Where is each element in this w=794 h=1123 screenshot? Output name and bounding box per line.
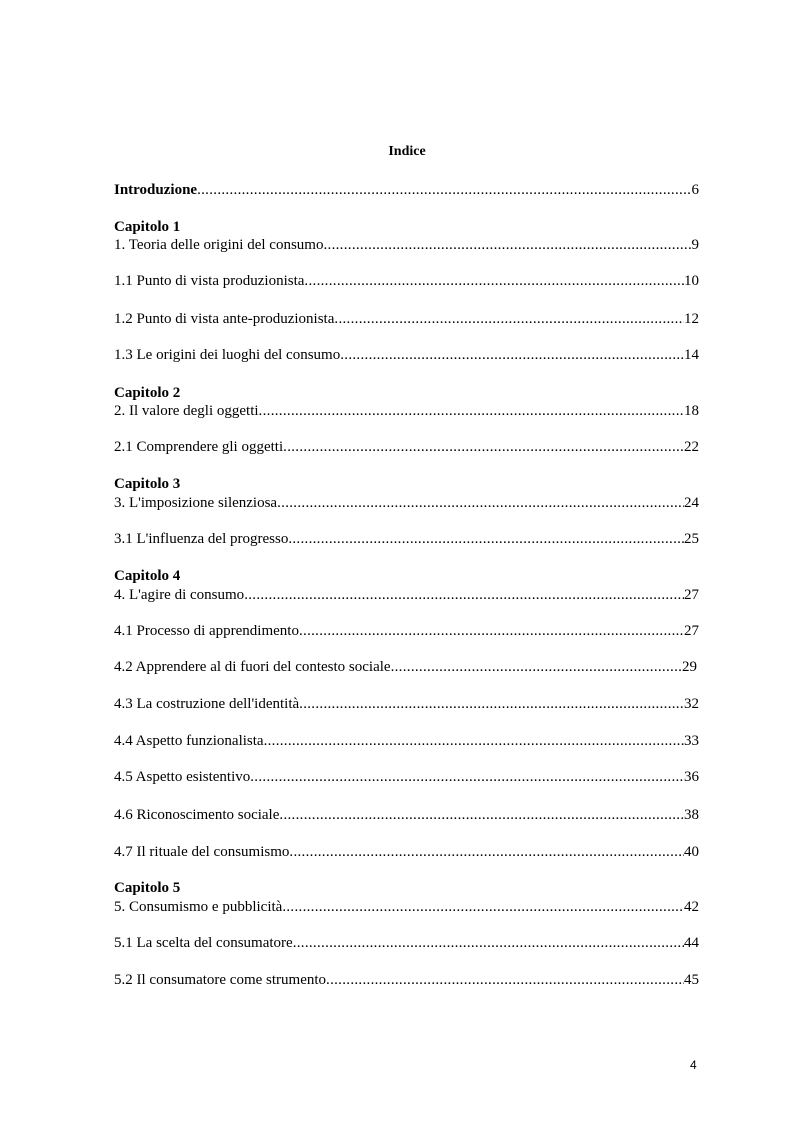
toc-entry xyxy=(114,934,699,953)
toc-entry-label: 5.1 La scelta del consumatore xyxy=(114,935,293,951)
toc-entry-page: 33 xyxy=(684,733,699,749)
chapter-heading: Capitolo 5 xyxy=(114,880,181,896)
toc-entry xyxy=(114,843,699,862)
toc-entry-page: 6 xyxy=(691,182,699,198)
toc-entry-label: 4.3 La costruzione dell'identità xyxy=(114,696,300,712)
toc-entry-page: 25 xyxy=(684,531,699,547)
dot-leader xyxy=(259,402,684,421)
toc-entry-page: 9 xyxy=(691,237,699,253)
page-number: 4 xyxy=(690,1058,697,1072)
dot-leader xyxy=(334,310,684,329)
toc-entry xyxy=(114,310,699,329)
toc-entry-page: 14 xyxy=(684,347,699,363)
toc-entry-page: 10 xyxy=(684,273,699,289)
toc-entry xyxy=(114,898,699,917)
toc-entry-label: 1.1 Punto di vista produzionista xyxy=(114,273,305,289)
toc-entry xyxy=(114,530,699,549)
chapter-heading: Capitolo 2 xyxy=(114,385,181,401)
toc-entry-label: Introduzione xyxy=(114,182,198,198)
toc-entry-label: 3.1 L'influenza del progresso xyxy=(114,531,289,547)
dot-leader xyxy=(391,658,682,677)
dot-leader xyxy=(326,971,684,990)
toc-entry-page: 29 xyxy=(682,659,697,675)
dot-leader xyxy=(340,346,684,365)
toc-entry-label: 3. L'imposizione silenziosa xyxy=(114,495,278,511)
toc-entry xyxy=(114,622,699,641)
toc-entry-page: 40 xyxy=(684,844,699,860)
toc-entry xyxy=(114,438,699,457)
toc-entry xyxy=(114,586,699,605)
toc-entry-page: 27 xyxy=(684,623,699,639)
toc-entry-label: 5.2 Il consumatore come strumento xyxy=(114,972,327,988)
toc-entry-page: 38 xyxy=(684,807,699,823)
dot-leader xyxy=(288,530,684,549)
dot-leader xyxy=(250,768,684,787)
toc-entry-introduction xyxy=(114,181,699,200)
toc-entry-label: 5. Consumismo e pubblicità xyxy=(114,899,283,915)
dot-leader xyxy=(197,181,691,200)
toc-entry-label: 4.1 Processo di apprendimento xyxy=(114,623,299,639)
toc-entry-page: 32 xyxy=(684,696,699,712)
toc-entry xyxy=(114,806,699,825)
toc-entry-page: 42 xyxy=(684,899,699,915)
toc-entry-page: 45 xyxy=(684,972,699,988)
toc-entry-label: 1. Teoria delle origini del consumo xyxy=(114,237,324,253)
toc-entry xyxy=(114,236,699,255)
toc-entry-label: 4. L'agire di consumo xyxy=(114,587,245,603)
toc-entry-page: 24 xyxy=(684,495,699,511)
toc-entry-page: 27 xyxy=(684,587,699,603)
dot-leader xyxy=(264,732,684,751)
dot-leader xyxy=(277,494,684,513)
toc-entry-page: 18 xyxy=(684,403,699,419)
toc-entry xyxy=(114,732,699,751)
chapter-heading: Capitolo 1 xyxy=(114,219,181,235)
toc-entry-label: 4.6 Riconoscimento sociale xyxy=(114,807,280,823)
toc-entry xyxy=(114,768,699,787)
page-title: Indice xyxy=(388,144,426,159)
chapter-heading: Capitolo 4 xyxy=(114,568,181,584)
toc-entry-label: 1.3 Le origini dei luoghi del consumo xyxy=(114,347,341,363)
toc-entry xyxy=(114,658,697,677)
toc-entry-page: 22 xyxy=(684,439,699,455)
dot-leader xyxy=(293,934,684,953)
toc-entry xyxy=(114,402,699,421)
dot-leader xyxy=(323,236,691,255)
toc-entry-label: 4.5 Aspetto esistentivo xyxy=(114,769,251,785)
dot-leader xyxy=(299,622,684,641)
toc-entry-label: 4.2 Apprendere al di fuori del contesto sociale xyxy=(114,659,391,675)
toc-entry-page: 36 xyxy=(684,769,699,785)
dot-leader xyxy=(289,843,684,862)
toc-entry-label: 4.7 Il rituale del consumismo xyxy=(114,844,290,860)
toc-entry-page: 12 xyxy=(684,311,699,327)
toc-entry xyxy=(114,971,699,990)
dot-leader xyxy=(299,695,684,714)
dot-leader xyxy=(279,806,684,825)
toc-entry xyxy=(114,494,699,513)
toc-entry-label: 2. Il valore degli oggetti xyxy=(114,403,259,419)
chapter-heading: Capitolo 3 xyxy=(114,476,181,492)
dot-leader xyxy=(304,272,684,291)
toc-entry xyxy=(114,695,699,714)
toc-entry-page: 44 xyxy=(684,935,699,951)
dot-leader xyxy=(282,898,684,917)
dot-leader xyxy=(283,438,684,457)
toc-entry-label: 1.2 Punto di vista ante-produzionista xyxy=(114,311,335,327)
toc-entry-label: 2.1 Comprendere gli oggetti xyxy=(114,439,284,455)
toc-entry xyxy=(114,272,699,291)
dot-leader xyxy=(244,586,684,605)
toc-entry xyxy=(114,346,699,365)
toc-entry-label: 4.4 Aspetto funzionalista xyxy=(114,733,264,749)
